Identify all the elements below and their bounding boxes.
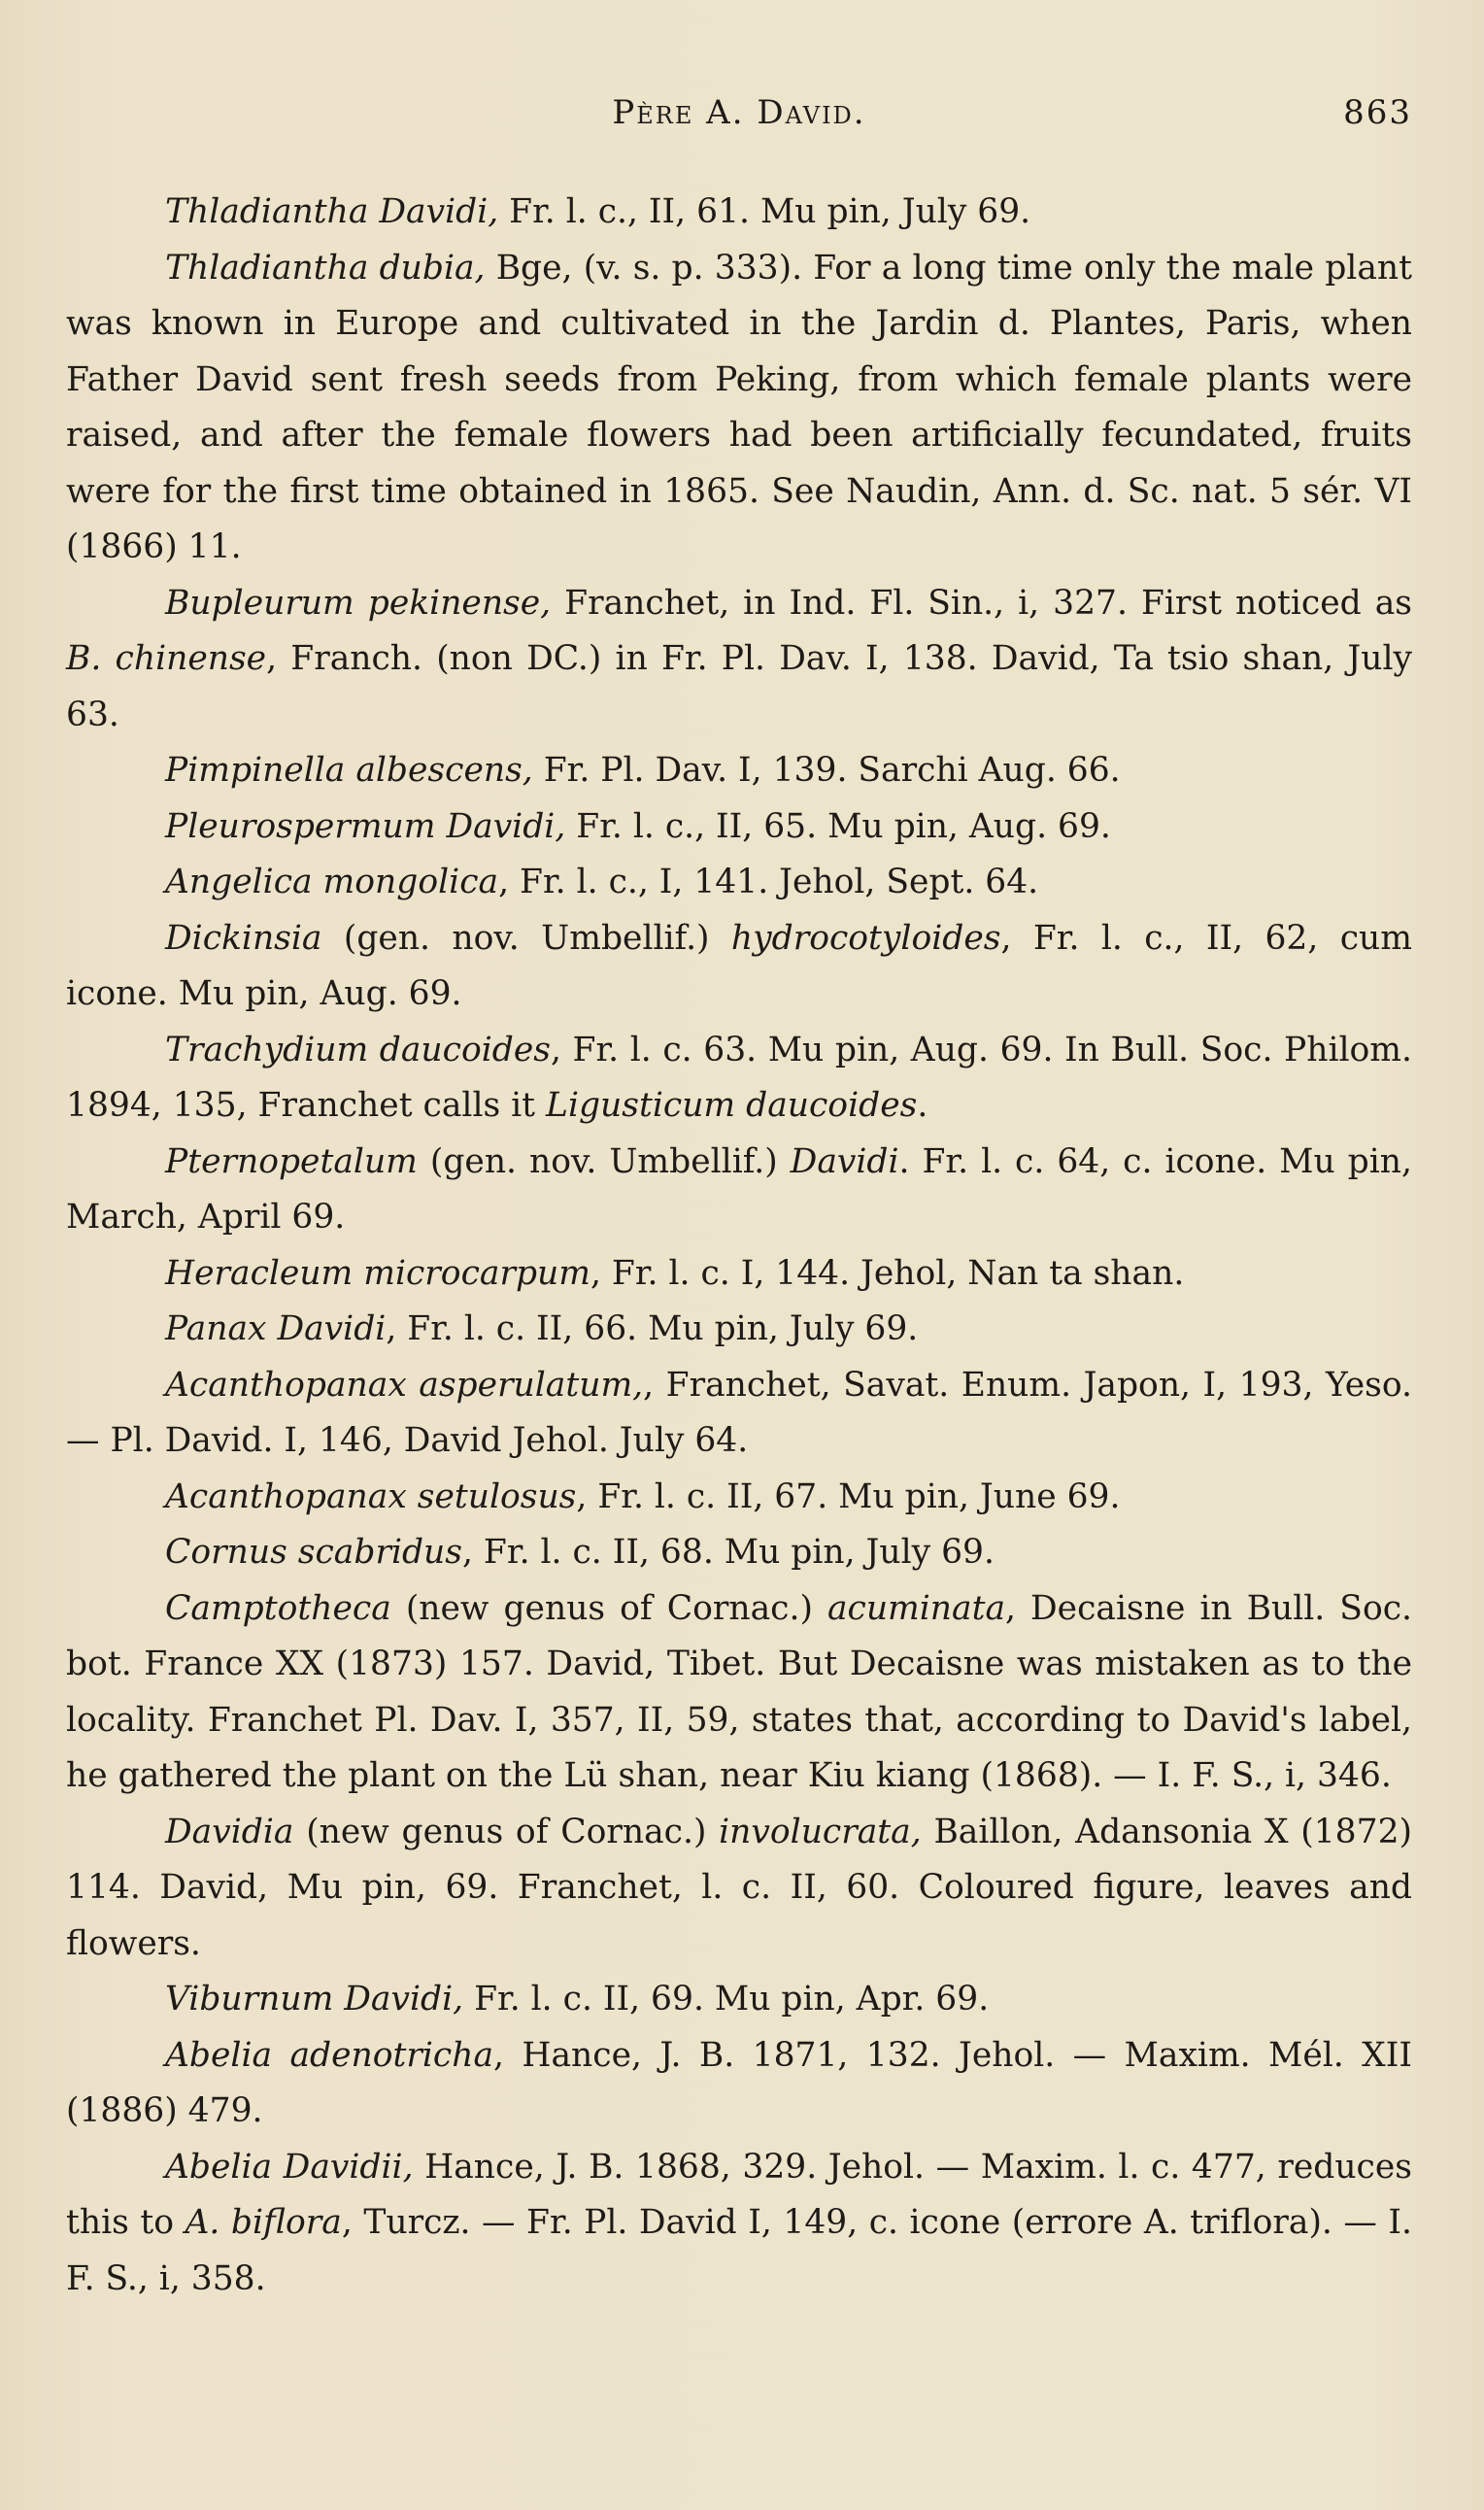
species-name-secondary: involucrata, — [719, 1812, 922, 1851]
species-name: Viburnum Davidi, — [165, 1980, 464, 2018]
species-name: Dickinsia — [165, 918, 322, 958]
entry-text-continued: , Fr. l. c., II, 62, cum icone. Mu pin, Aug. 69. — [66, 918, 1412, 1013]
entry-text: , Hance, J. B. 1871, 132. Jehol. — Maxim. Mél. XII (1886) 479. — [66, 2035, 1412, 2130]
entry-text: (new genus of Cornac.) — [390, 1588, 827, 1628]
species-name: Trachydium daucoides — [165, 1030, 551, 1069]
entry-pimpinella-albescens — [66, 743, 1412, 799]
entry-thladiantha-dubia — [66, 241, 1412, 576]
entry-text-continued: . Fr. l. c. 64, c. icone. Mu pin, March, April 69. — [66, 1141, 1412, 1237]
entry-text: , Fr. l. c. II, 68. Mu pin, July 69. — [462, 1533, 995, 1572]
species-name: Abelia adenotricha — [165, 2035, 494, 2075]
entry-panax-davidi — [66, 1302, 1412, 1358]
entry-text-continued: . — [917, 1086, 928, 1125]
entry-heracleum-microcarpum — [66, 1246, 1412, 1303]
entry-davidia — [66, 1805, 1412, 1973]
species-name: Thladiantha dubia, — [165, 248, 486, 288]
species-name: Pleurospermum Davidi, — [165, 806, 566, 846]
species-name: Abelia Davidii, — [165, 2147, 414, 2187]
entry-text: , Fr. l. c. I, 144. Jehol, Nan ta shan. — [590, 1253, 1185, 1293]
entry-dickinsia — [66, 911, 1412, 1023]
entry-pleurospermum-davidi — [66, 799, 1412, 856]
entry-camptotheca — [66, 1581, 1412, 1805]
entry-acanthopanax-asperulatum — [66, 1358, 1412, 1470]
entry-trachydium-daucoides — [66, 1023, 1412, 1135]
entry-thladiantha-davidi — [66, 185, 1412, 241]
entry-acanthopanax-setulosus — [66, 1470, 1412, 1526]
species-name: Bupleurum pekinense, — [165, 583, 552, 623]
page-number: 863 — [1343, 93, 1412, 132]
entry-pternopetalum — [66, 1135, 1412, 1246]
species-name: Cornus scabridus — [165, 1533, 462, 1572]
species-name-secondary: hydrocotyloides — [730, 918, 1001, 958]
species-name: Panax Davidi — [165, 1309, 387, 1348]
species-name-secondary: Davidi — [790, 1141, 899, 1181]
entry-text: Bge, (v. s. p. 333). For a long time only the male plant was known in Europe and cultivated in the Jardin d. Plantes, Paris, when Father David sent fresh seeds from Peking, from which female plants were raised, and after the female flowers had been artificially fecundated, fruits were for the first time obtained in 1865. See Naudin, Ann. d. Sc. nat. 5 sér. VI (1866) 11. — [66, 248, 1412, 566]
entry-abelia-adenotricha — [66, 2028, 1412, 2140]
entry-text: (gen. nov. Umbellif.) — [321, 918, 731, 958]
entry-text: Fr. Pl. Dav. I, 139. Sarchi Aug. 66. — [532, 751, 1121, 790]
entry-text: Fr. l. c., II, 65. Mu pin, Aug. 69. — [565, 806, 1111, 846]
species-name-secondary: A. biflora — [185, 2203, 342, 2242]
entry-text: Franchet, in Ind. Fl. Sin., i, 327. First noticed as — [551, 583, 1413, 623]
species-name: Davidia — [165, 1812, 294, 1851]
entry-text: (gen. nov. Umbellif.) — [417, 1141, 791, 1181]
entry-text: , Fr. l. c. 63. Mu pin, Aug. 69. In Bull. Soc. Philom. 1894, 135, Franchet calls it — [66, 1030, 1412, 1125]
entry-viburnum-davidi — [66, 1972, 1412, 2028]
species-name: Heracleum microcarpum — [165, 1253, 590, 1293]
entry-angelica-mongolica — [66, 855, 1412, 911]
species-name-secondary: acuminata — [826, 1588, 1006, 1628]
entry-abelia-davidii — [66, 2140, 1412, 2308]
species-name: Acanthopanax asperulatum, — [165, 1365, 644, 1405]
species-name-secondary: B. chinense — [66, 639, 267, 678]
entry-text-continued: Baillon, Adansonia X (1872) 114. David, Mu pin, 69. Franchet, l. c. II, 60. Coloured figure, leaves and flowers. — [66, 1812, 1412, 1963]
running-title: Père A. David. — [612, 93, 866, 132]
species-name: Camptotheca — [165, 1588, 391, 1628]
species-name: Pimpinella albescens, — [165, 751, 533, 790]
entry-text-continued: , Decaisne in Bull. Soc. bot. France XX (1873) 157. David, Tibet. But Decaisne was mistaken as to the locality. Franchet Pl. Dav. I, 357, II, 59, states that, according to David's label, he gathered the plant on the Lü shan, near Kiu kiang (1868). — I. F. S., i, 346. — [66, 1588, 1412, 1795]
entry-text: (new genus of Cornac.) — [293, 1812, 720, 1851]
entry-text: , Fr. l. c., I, 141. Jehol, Sept. 64. — [498, 863, 1039, 901]
species-name: Pternopetalum — [165, 1141, 418, 1181]
body-text — [66, 185, 1412, 2307]
entry-text: , Franchet, Savat. Enum. Japon, I, 193, Yeso. — Pl. David. I, 146, David Jehol. July 64. — [66, 1365, 1412, 1460]
entry-cornus-scabridus — [66, 1525, 1412, 1581]
entry-text: Fr. l. c. II, 69. Mu pin, Apr. 69. — [463, 1980, 990, 2018]
entry-text-continued: , Franch. (non DC.) in Fr. Pl. Dav. I, 138. David, Ta tsio shan, July 63. — [66, 639, 1413, 734]
species-name: Acanthopanax setulosus — [165, 1476, 577, 1516]
entry-text-continued: , Turcz. — Fr. Pl. David I, 149, c. icone (errore A. triflora). — I. F. S., i, 358. — [66, 2203, 1413, 2298]
running-head — [66, 93, 1412, 142]
species-name-secondary: Ligusticum daucoides — [546, 1086, 918, 1125]
entry-bupleurum-pekinense — [66, 576, 1412, 744]
species-name: Thladiantha Davidi, — [165, 192, 499, 231]
entry-text: , Fr. l. c. II, 66. Mu pin, July 69. — [386, 1309, 919, 1348]
entry-text: Hance, J. B. 1868, 329. Jehol. — Maxim. l. c. 477, reduces this to — [66, 2147, 1412, 2242]
species-name: Angelica mongolica — [165, 863, 499, 901]
entry-text: Fr. l. c., II, 61. Mu pin, July 69. — [498, 192, 1031, 231]
entry-text: , Fr. l. c. II, 67. Mu pin, June 69. — [576, 1476, 1121, 1516]
